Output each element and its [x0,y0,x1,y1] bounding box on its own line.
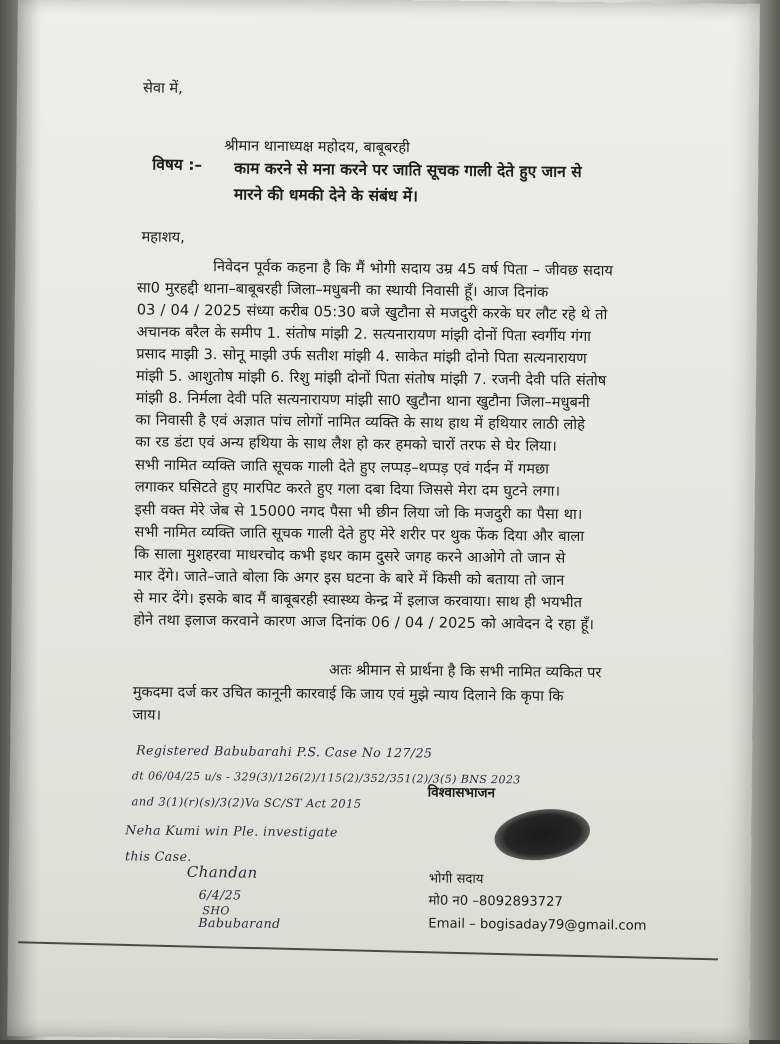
prayer-line: मुकदमा दर्ज कर उचित कानूनी कारवाई कि जाय एवं मुझे न्याय दिलाने कि कृपा कि [132,683,564,705]
body-line: निवेदन पूर्वक कहना है कि मैं भोगी सदाय उम्र 45 वर्ष पिता – जीवछ सदाय [213,258,613,280]
body-line: मार देंगे। जाते–जाते बोला कि अगर इस घटना के बारे में किसी को बताया तो जान [133,567,565,589]
body-line: का निवासी है एवं अज्ञात पांच लोगों नामित व्यक्ति के साथ हाथ में हथियार लाठी लोहे [135,411,585,434]
body-line: मांझी 8. निर्मला देवी पति सत्यनारायण मांझी सा0 खुटौना थाना खुटौना जिला–मधुबनी [135,389,590,412]
body-line: इसी वक्त मेरे जेब से 15000 नगद पैसा भी छीन लिया जो कि मजदुरी का पैसा था। [134,501,583,524]
endorsement-line: Registered Babubarahi P.S. Case No 127/25 [136,742,433,761]
body-line: अचानक बरैल के समीप 1. संतोष मांझी 2. सत्यनारायण मांझी दोनों पिता स्वर्गीय गंगा [136,323,592,346]
addressee: श्रीमान थानाध्यक्ष महोदय, बाबूबरही [224,137,410,157]
greeting: महाशय, [141,228,185,246]
police-station: Babubarand [198,915,281,931]
officer-designation: SHO [202,904,230,918]
sender-mobile: मो0 न0 –8092893727 [428,893,563,910]
body-line: लगाकर घसिटते हुए मारपिट करते हुए गला दबा दिया जिससे मेरा दम घुटने लगा। [134,478,561,500]
subject-line-2: मारने की धमकी देने के संबंध में। [233,185,419,206]
sender-email: Email – bogisaday79@gmail.com [428,916,647,934]
sender-name: भोगी सदाय [428,871,484,888]
endorsement-line: and 3(1)(r)(s)/3(2)Va SC/ST Act 2015 [131,794,362,811]
body-line: सभी नामित व्यक्ति जाति सूचक गाली देते हुए मेरे शरीर पर थुक फेंक दिया और बाला [134,523,585,546]
body-line: प्रसाद माझी 3. सोनू माझी उर्फ सतीश मांझी 4. साकेत मांझी दोनो पिता सत्यनारायण [136,345,587,368]
salutation: सेवा में, [142,79,183,97]
subject-line-1: काम करने से मना करने पर जाति सूचक गाली देते हुए जान से [234,159,582,182]
page-edge-shadow [0,0,40,1040]
body-line: होने तथा इलाज करवाने कारण आज दिनांक 06 / 04 / 2025 को आवेदन दे रहा हूँ। [133,611,595,634]
sender-signature-smudge [491,804,593,866]
body-line: 03 / 04 / 2025 संध्या करीब 05:30 बजे खुटौना से मजदुरी करके घर लौट रहे थे तो [136,301,608,324]
body-line: सभी नामित व्यक्ति जाति सूचक गाली देते हुए लप्पड़–थप्पड़ एवं गर्दन में गमछा [135,456,550,478]
letter-document [7,0,760,1044]
letter-sheet [7,0,760,1044]
prayer-line: जाय। [132,706,162,724]
body-line: का रड डंटा एवं अन्य हथिया के साथ लैश हो कर हमको चारों तरफ से घेर लिया। [135,433,557,455]
endorsement-line: this Case. [124,848,192,864]
officer-signature: Chandan [186,862,258,882]
footer-rule [18,941,718,960]
closing-text: विश्वासभाजन [427,784,496,802]
subject-label: विषय :– [152,155,203,175]
body-line: सा0 मुरहद्दी थाना–बाबूबरही जिला–मधुबनी का स्थायी निवासी हूँ। आज दिनांक [136,279,549,301]
body-line: से मार देंगे। इसके बाद मैं बाबूबरही स्वास्थ्य केन्द्र में इलाज करवाया। साथ ही भयभीत [133,589,583,612]
endorsement-date: 6/4/25 [198,887,242,903]
endorsement-line: Neha Kumi win Ple. investigate [125,822,338,840]
prayer-line: अतः श्रीमान से प्रार्थना है कि सभी नामित व्यकित पर [328,661,602,682]
body-line: मांझी 5. आशुतोष मांझी 6. रिशु मांझी दोनों पिता संतोष मांझी 7. रजनी देवी पति संतोष [135,367,607,390]
body-line: कि साला मुशहरवा माधरचोद कभी इधर काम दुसरे जगह करने आओगे तो जान से [134,545,566,567]
endorsement-line: dt 06/04/25 u/s - 329(3)/126(2)/115(2)/352/351(2)/3(5) BNS 2023 [131,769,521,787]
